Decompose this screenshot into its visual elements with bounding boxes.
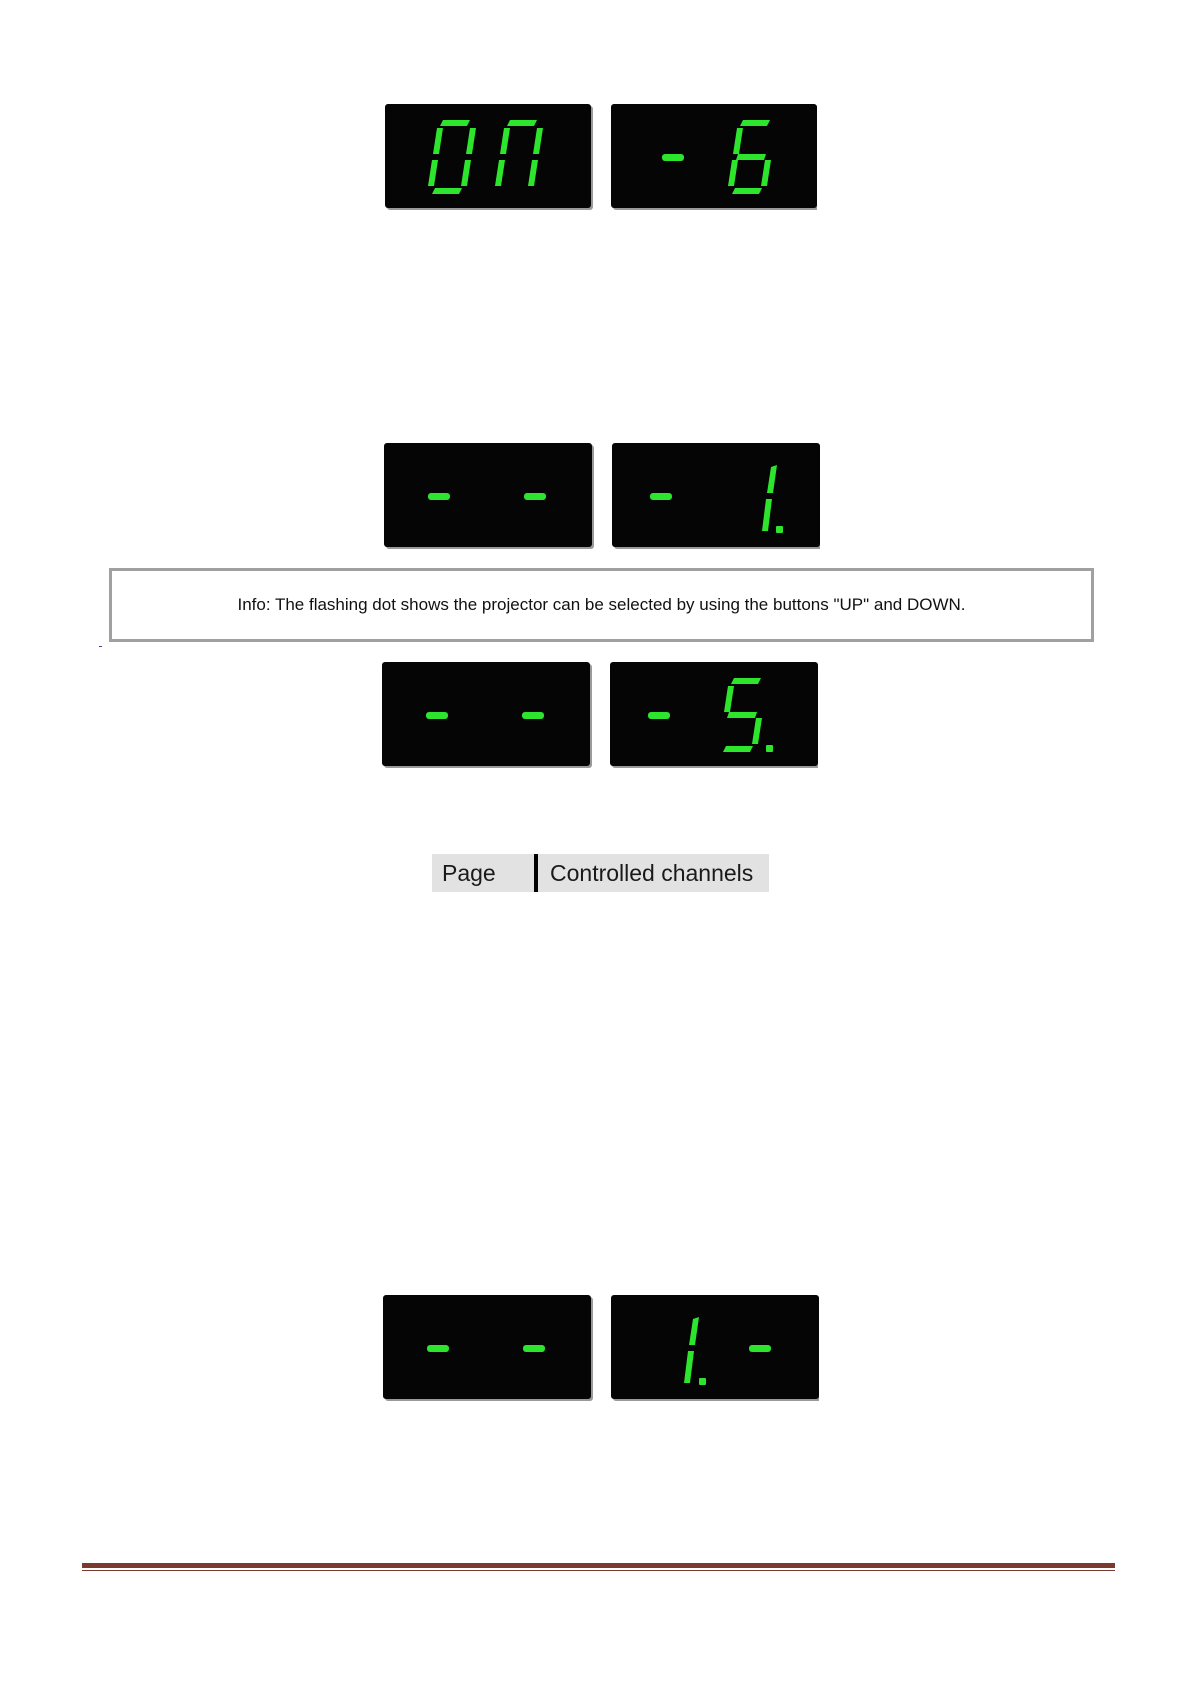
- display-row-on-6: [385, 104, 817, 212]
- footer-rule: [82, 1563, 1115, 1571]
- footer-rule-thin: [82, 1570, 1115, 1571]
- display-panel-right: [612, 443, 820, 547]
- page-tab-strip: [432, 854, 769, 892]
- digit-dash: [427, 1345, 449, 1352]
- info-box: [109, 568, 1094, 642]
- seven-segment-display-dash-5: [382, 662, 818, 770]
- digit-dash: [648, 712, 670, 719]
- seven-segment-display-on-6: [385, 104, 817, 212]
- seven-segment-display-dash-1-dash: [383, 1295, 819, 1403]
- digit-dash: [522, 712, 544, 719]
- tab-page[interactable]: Page: [432, 854, 534, 892]
- digit-dash: [426, 712, 448, 719]
- digit-dash: [749, 1345, 771, 1352]
- digit-dash: [524, 493, 546, 500]
- stray-mark: [99, 646, 102, 647]
- digit-dash: [428, 493, 450, 500]
- digit-dash: [650, 493, 672, 500]
- display-panel-right: [611, 1295, 819, 1399]
- display-panel-right: [611, 104, 817, 208]
- display-panel-right: [610, 662, 818, 766]
- display-panel-left: [382, 662, 590, 766]
- display-row-dash-1: [384, 443, 820, 551]
- tab-controlled-channels[interactable]: Controlled channels: [538, 854, 769, 892]
- display-panel-left: [383, 1295, 591, 1399]
- digit-dash: [523, 1345, 545, 1352]
- display-row-dash-1-dash: [383, 1295, 819, 1403]
- display-panel-left: [384, 443, 592, 547]
- display-row-dash-5: [382, 662, 818, 770]
- digit-dash: [662, 154, 684, 161]
- display-panel-left: [385, 104, 591, 208]
- seven-segment-display-dash-1: [384, 443, 820, 551]
- info-text: Info: The flashing dot shows the projector can be selected by using the buttons "UP" and DOWN.: [237, 595, 966, 614]
- footer-rule-thick: [82, 1563, 1115, 1568]
